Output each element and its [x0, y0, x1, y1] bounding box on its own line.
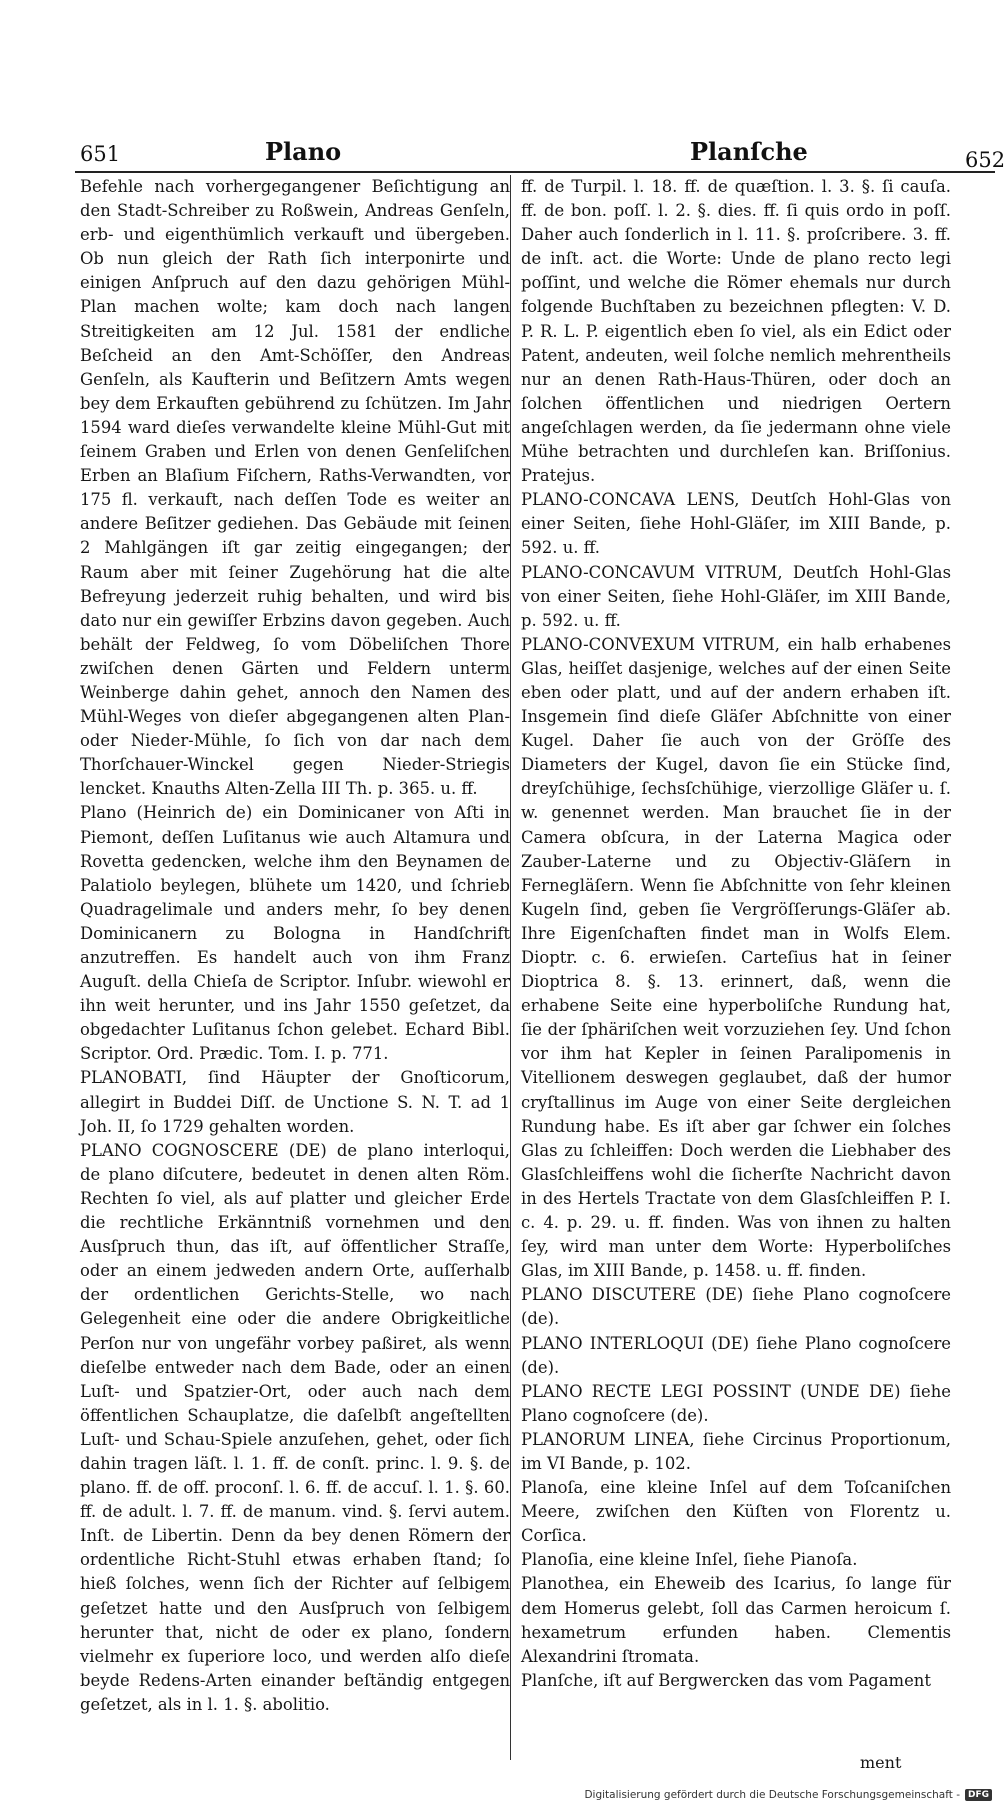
paragraph: PLANO-CONVEXUM VITRUM, ein halb erhabenes Glas, heiſſet dasjenige, welches auf der einen Seite eben oder platt, und auf der andern erhaben iſt. Insgemein ſind dieſe Gläſer Abſchnitte von einer Kugel. Daher ſie auch von der Gröſſe des Diameters der Kugel, davon ſie ein Stücke ſind, dreyſchühige, ſechsſchühige, vierzollige Gläſer u. ſ. w. genennet werden. Man brauchet ſie in der Camera obſcura, in der Laterna Magica oder Zauber-Laterne und zu Objectiv-Gläſern in Fernegläſern. Wenn ſie Abſchnitte von ſehr kleinen Kugeln ſind, geben ſie Vergröſſerungs-Gläſer ab. Ihre Eigenſchaften findet man in Wolfs Elem. Dioptr. c. 6. erwieſen. Carteſius hat in ſeiner Dioptrica 8. §. 13. erinnert, daß, wenn die erhabene Seite eine hyperboliſche Rundung hat, ſie der ſphäriſchen weit vorzuziehen ſey. Und ſchon vor ihm hat Kepler in ſeinen Paralipomenis in Vitellionem deswegen geglaubet, daß der humor cryſtallinus im Auge von einer Seite dergleichen Rundung habe. Es iſt aber gar ſchwer ein ſolches Glas zu ſchleiffen: Doch werden die Liebhaber des Glasſchleiffens wohl die ſicherſte Nachricht davon in des Hertels Tractate von dem Glasſchleiffen P. I. c. 4. p. 29. u. ff. finden. Was von ihnen zu halten ſey, wird man unter dem Worte: Hyperboliſches Glas, im XIII Bande, p. 1458. u. ff. finden. [521, 634, 951, 1281]
digitization-footer [584, 1789, 992, 1801]
paragraph: PLANO RECTE LEGI POSSINT (UNDE DE) ſiehe Plano cognoſcere (de). [521, 1381, 951, 1425]
catchword: ment [860, 1753, 902, 1772]
paragraph: PLANO DISCUTERE (DE) ſiehe Plano cognoſcere (de). [521, 1285, 951, 1329]
right-running-head: Planſche [690, 137, 808, 166]
paragraph: Planoſa, eine kleine Inſel auf dem Toſcaniſchen Meere, zwiſchen den Küſten von Florentz u. Corſica. [521, 1478, 951, 1546]
dfg-logo: DFG [965, 1789, 992, 1801]
paragraph: Planoſia, eine kleine Inſel, ſiehe Pianoſa. [521, 1550, 858, 1570]
paragraph: PLANO-CONCAVUM VITRUM, Deutſch Hohl-Glas von einer Seiten, ſiehe Hohl-Gläſer, im XIII Bande, p. 592. u. ff. [521, 562, 951, 630]
page-header [80, 130, 1005, 172]
paragraph: PLANORUM LINEA, ſiehe Circinus Proportionum, im VI Bande, p. 102. [521, 1429, 951, 1473]
left-running-head: Plano [265, 137, 342, 166]
right-column [521, 175, 951, 1693]
right-page-number: 652 [965, 148, 1005, 172]
paragraph: PLANO INTERLOQUI (DE) ſiehe Plano cognoſcere (de). [521, 1333, 951, 1377]
paragraph: Befehle nach vorhergegangener Beſichtigung an den Stadt-Schreiber zu Roßwein, Andreas Genſeln, erb- und eigenthümlich verkauft und übergeben. Ob nun gleich der Rath ſich interponirte und einigen Anſpruch auf den dazu gehörigen Mühl-Plan machen wolte; kam doch nach langen Streitigkeiten am 12 Jul. 1581 der endliche Beſcheid an den Amt-Schöſſer, den Andreas Genſeln, als Kaufterin und Beſitzern Amts wegen bey dem Erkauften gebührend zu ſchützen. Im Jahr 1594 ward dieſes verwandelte kleine Mühl-Gut mit ſeinem Graben und Erlen von denen Genſeliſchen Erben an Blaſium Fiſchern, Raths-Verwandten, vor 175 fl. verkauft, nach deſſen Tode es weiter an andere Beſitzer gediehen. Das Gebäude mit ſeinen 2 Mahlgängen iſt gar zeitig eingegangen; der Raum aber mit ſeiner Zugehörung hat die alte Befreyung jederzeit ruhig behalten, und wird bis dato nur ein gewiſſer Erbzins davon gegeben. Auch behält der Feldweg, ſo vom Döbeliſchen Thore zwiſchen denen Gärten und Feldern unterm Weinberge dahin gehet, annoch den Namen des Mühl-Weges von dieſer abgegangenen alten Plan- oder Nieder-Mühle, ſo ſich von dar nach dem Thorſchauer-Winckel gegen Nieder-Striegis lencket. Knauths Alten-Zella III Th. p. 365. u. ff. [80, 177, 510, 799]
footer-text: Digitalisierung gefördert durch die Deutsche Forschungsgemeinschaft - [584, 1789, 960, 1801]
book-page [55, 125, 1005, 1780]
paragraph: Planſche, iſt auf Bergwercken das vom Pagament [521, 1670, 931, 1690]
paragraph: Plano (Heinrich de) ein Dominicaner von Aſti in Piemont, deſſen Luſitanus wie auch Altamura und Rovetta gedencken, welche ihm den Beynamen de Palatiolo beylegen, blühete um 1420, und ſchrieb Quadragelimale und anders mehr, ſo bey denen Dominicanern zu Bologna in Handſchrift anzutreffen. Es handelt auch von ihm Franz Auguſt. della Chieſa de Scriptor. Inſubr. wiewohl er ihn weit herunter, und ins Jahr 1550 geſetzet, da obgedachter Luſitanus ſchon gelebet. Echard Bibl. Scriptor. Ord. Prædic. Tom. I. p. 771. [80, 803, 510, 1064]
header-rule [75, 171, 995, 173]
paragraph: Planothea, ein Eheweib des Icarius, ſo lange für dem Homerus gelebt, ſoll das Carmen heroicum ſ. hexametrum erfunden haben. Clementis Alexandrini ſtromata. [521, 1574, 951, 1666]
paragraph: PLANO COGNOSCERE (DE) de plano interloqui, de plano diſcutere, bedeutet in denen alten Röm. Rechten ſo viel, als auf platter und gleicher Erde die rechtliche Erkänntniß vornehmen und den Ausſpruch thun, das iſt, auf öffentlicher Straſſe, oder an einem jedweden andern Orte, auſſerhalb der ordentlichen Gerichts-Stelle, wo nach Gelegenheit eine oder die andere Obrigkeitliche Perſon nur von ungefähr vorbey paßiret, als wenn dieſelbe entweder nach dem Bade, oder an einen Luſt- und Spatzier-Ort, oder auch nach dem öffentlichen Schauplatze, die daſelbſt angeſtellten Luſt- und Schau-Spiele anzuſehen, gehet, oder ſich dahin tragen läſt. l. 1. ff. de conſt. princ. l. 9. §. de plano. ff. de off. proconſ. l. 6. ff. de accuſ. l. 1. §. 60. ff. de adult. l. 7. ff. de manum. vind. §. ſervi autem. Inſt. de Libertin. Denn da bey denen Römern der ordentliche Richt-Stuhl etwas erhaben ſtand; ſo hieß ſolches, wenn ſich der Richter auf ſelbigem geſetzet hatte und den Ausſpruch von ſelbigem herunter that, nicht de oder ex plano, ſondern vielmehr ex ſuperiore loco, und werden alſo dieſe beyde Redens-Arten einander beſtändig entgegen geſetzet, als in l. 1. §. abolitio. [80, 1140, 510, 1714]
paragraph: PLANOBATI, ſind Häupter der Gnoſticorum, allegirt in Buddei Diſſ. de Unctione S. N. T. ad 1 Joh. II, ſo 1729 gehalten worden. [80, 1068, 510, 1136]
left-page-number: 651 [80, 142, 121, 166]
paragraph: ff. de Turpil. l. 18. ff. de quæſtion. l. 3. §. ſi cauſa. ff. de bon. poſſ. l. 2. §. dies. ff. ſi quis ordo in poſſ. Daher auch ſonderlich in l. 11. §. proſcribere. 3. ff. de inſt. act. die Worte: Unde de plano recto legi poſſint, und welche die Römer ehemals nur durch folgende Buchſtaben zu bezeichnen pflegten: V. D. P. R. L. P. eigentlich eben ſo viel, als ein Edict oder Patent, andeuten, weil ſolche nemlich mehrentheils nur an denen Rath-Haus-Thüren, oder doch an ſolchen öffentlichen und niedrigen Oertern angeſchlagen werden, da ſie jedermann ohne viele Mühe betrachten und durchleſen kan. Briſſonius. Pratejus. [521, 177, 951, 486]
left-column [80, 175, 510, 1717]
column-divider [510, 175, 511, 1760]
paragraph: PLANO-CONCAVA LENS, Deutſch Hohl-Glas von einer Seiten, ſiehe Hohl-Gläſer, im XIII Bande, p. 592. u. ff. [521, 490, 951, 558]
